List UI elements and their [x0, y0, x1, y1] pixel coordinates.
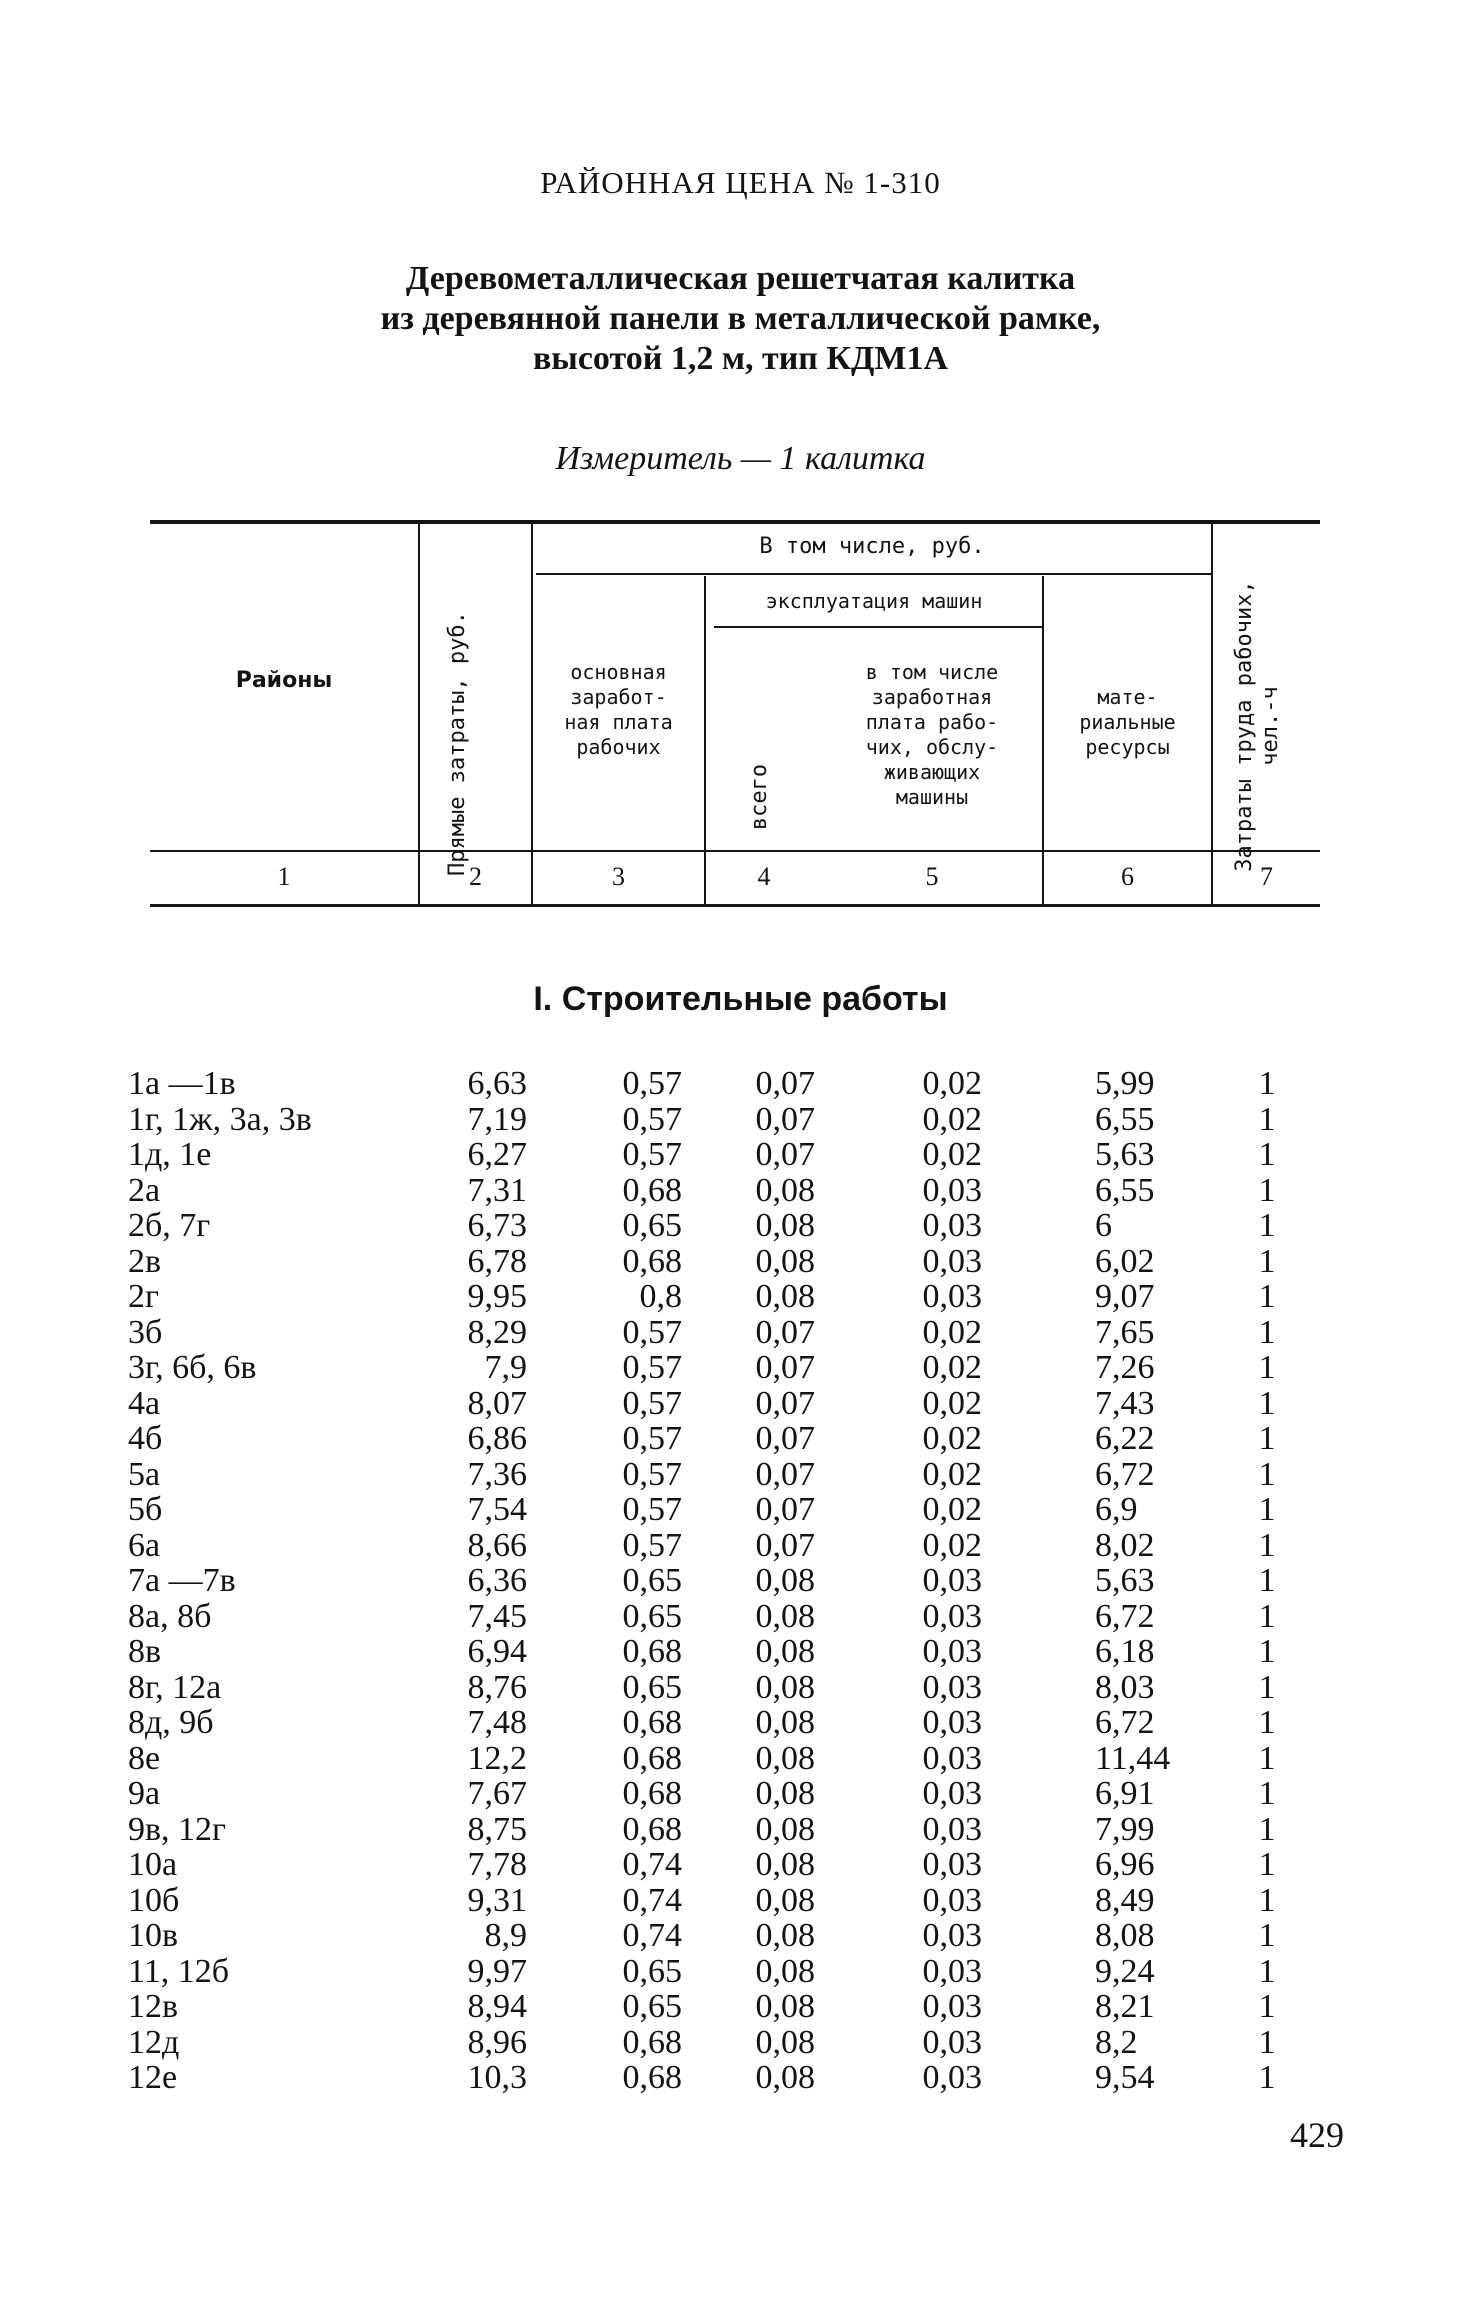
cell-materials: 11,44 [1095, 1739, 1171, 1777]
cell-region: 10а [128, 1846, 178, 1883]
header-materials [1044, 685, 1211, 760]
cell-direct-costs: 7,78 [467, 1846, 527, 1883]
cell-direct-costs: 7,54 [467, 1491, 527, 1528]
cell-region: 12е [128, 2059, 178, 2096]
cell-region: 2б, 7г [128, 1207, 211, 1244]
cell-labor: 1 [1258, 1739, 1276, 1777]
cell-direct-costs: 7,19 [467, 1100, 527, 1138]
cell-labor: 1 [1258, 2059, 1276, 2096]
cell-base-wage: 0,57 [622, 1313, 682, 1351]
cell-labor: 1 [1258, 1881, 1276, 1919]
cell-labor: 1 [1258, 1242, 1276, 1280]
column-number: 1 [277, 862, 291, 891]
cell-direct-costs: 10,3 [467, 2059, 527, 2096]
header-machine-wage-line: живающих [883, 760, 981, 784]
cell-direct-costs: 8,76 [467, 1668, 527, 1706]
cell-machines-total: 0,08 [755, 1704, 815, 1741]
cell-region: 3б [128, 1313, 163, 1351]
header-direct-costs: Прямые затраты, руб. [445, 611, 470, 876]
cell-materials: 6 [1095, 1207, 1112, 1244]
cell-machines-total: 0,08 [755, 1562, 815, 1599]
cell-machines-wage: 0,02 [922, 1313, 982, 1351]
table-row [0, 1989, 1481, 2025]
column-number: 4 [757, 862, 771, 891]
table-header-end-rule [150, 904, 1320, 907]
table-row [0, 1315, 1481, 1351]
cell-machines-wage: 0,02 [922, 1384, 982, 1422]
header-machine-wage-line: в том числе [865, 660, 999, 684]
table-top-rule [150, 520, 1320, 524]
table-row [0, 1066, 1481, 1102]
cell-machines-wage: 0,02 [922, 1100, 982, 1138]
cell-machines-wage: 0,03 [922, 1207, 982, 1244]
cell-base-wage: 0,57 [622, 1100, 682, 1138]
cell-machines-wage: 0,03 [922, 1171, 982, 1209]
cell-machines-wage: 0,02 [922, 1349, 982, 1386]
cell-region: 1д, 1е [128, 1136, 212, 1173]
cell-region: 12в [128, 1988, 179, 2025]
cell-machines-total: 0,07 [755, 1420, 815, 1457]
cell-materials: 8,21 [1095, 1988, 1155, 2025]
cell-base-wage: 0,68 [622, 1171, 682, 1209]
cell-region: 11, 12б [128, 1952, 230, 1990]
header-machines: эксплуатация машин [765, 589, 983, 613]
column-divider [704, 576, 706, 907]
cell-direct-costs: 7,31 [467, 1171, 527, 1209]
cell-direct-costs: 7,45 [467, 1597, 527, 1635]
cell-labor: 1 [1258, 1136, 1276, 1173]
cell-base-wage: 0,57 [622, 1065, 682, 1102]
cell-base-wage: 0,57 [622, 1455, 682, 1493]
column-number: 2 [469, 862, 482, 891]
cell-machines-wage: 0,03 [922, 1881, 982, 1919]
column-number: 3 [612, 862, 625, 891]
cell-labor: 1 [1258, 1171, 1276, 1209]
cell-materials: 6,55 [1095, 1100, 1155, 1138]
cell-direct-costs: 8,75 [467, 1810, 527, 1848]
cell-materials: 9,07 [1095, 1278, 1155, 1315]
cell-materials: 8,2 [1095, 2023, 1138, 2061]
cell-base-wage: 0,65 [622, 1988, 682, 2025]
section-title: I. Строительные работы [533, 980, 948, 1018]
cell-labor: 1 [1258, 1775, 1276, 1812]
cell-region: 2в [128, 1242, 162, 1280]
table-row [0, 1279, 1481, 1315]
cell-region: 7а —7в [128, 1562, 236, 1599]
table-row [0, 1350, 1481, 1386]
cell-region: 9а [128, 1775, 161, 1812]
cell-machines-total: 0,08 [755, 1597, 815, 1635]
cell-base-wage: 0,74 [622, 1881, 682, 1919]
cell-direct-costs: 8,29 [467, 1313, 527, 1351]
cell-labor: 1 [1258, 1420, 1276, 1457]
cell-region: 4а [128, 1384, 161, 1422]
cell-materials: 6,72 [1095, 1704, 1155, 1741]
cell-labor: 1 [1258, 1278, 1276, 1315]
cell-machines-wage: 0,03 [922, 1668, 982, 1706]
cell-base-wage: 0,65 [622, 1207, 682, 1244]
cell-machines-total: 0,07 [755, 1100, 815, 1138]
header-machine-wage-line: заработная [871, 685, 993, 709]
cell-region: 8д, 9б [128, 1704, 214, 1741]
cell-materials: 8,02 [1095, 1526, 1155, 1564]
cell-machines-total: 0,08 [755, 1775, 815, 1812]
cell-base-wage: 0,68 [622, 1633, 682, 1670]
header-machine-wage-line: чих, обслу- [865, 735, 999, 759]
cell-materials: 7,65 [1095, 1313, 1155, 1351]
cell-machines-wage: 0,03 [922, 1917, 982, 1954]
cell-machines-total: 0,07 [755, 1065, 815, 1102]
cell-region: 1а —1в [128, 1065, 236, 1102]
table-row [0, 1918, 1481, 1954]
cell-materials: 5,63 [1095, 1136, 1155, 1173]
cell-region: 12д [128, 2023, 180, 2061]
cell-direct-costs: 6,86 [467, 1420, 527, 1457]
cell-materials: 6,96 [1095, 1846, 1155, 1883]
cell-direct-costs: 6,94 [467, 1633, 527, 1670]
header-base-wage-line: ная плата [564, 710, 673, 734]
header-bottom-rule [150, 850, 1320, 852]
cell-machines-total: 0,08 [755, 1739, 815, 1777]
cell-materials: 6,55 [1095, 1171, 1155, 1209]
cell-region: 8а, 8б [128, 1597, 212, 1635]
cell-direct-costs: 8,94 [467, 1988, 527, 2025]
header-machine-wage-line: машины [895, 785, 969, 809]
table-row [0, 1386, 1481, 1422]
cell-labor: 1 [1258, 1384, 1276, 1422]
column-number: 6 [1121, 862, 1134, 891]
table-row [0, 1776, 1481, 1812]
cell-machines-total: 0,07 [755, 1313, 815, 1351]
cell-materials: 8,03 [1095, 1668, 1155, 1706]
header-base-wage [533, 660, 704, 760]
cell-base-wage: 0,65 [622, 1597, 682, 1635]
cell-materials: 6,72 [1095, 1597, 1155, 1635]
table-row [0, 1528, 1481, 1564]
cell-base-wage: 0,74 [622, 1917, 682, 1954]
cell-direct-costs: 7,36 [467, 1455, 527, 1493]
cell-machines-total: 0,07 [755, 1349, 815, 1386]
cell-machines-total: 0,07 [755, 1384, 815, 1422]
cell-base-wage: 0,68 [622, 1810, 682, 1848]
cell-machines-wage: 0,03 [922, 1242, 982, 1280]
cell-machines-total: 0,08 [755, 1952, 815, 1990]
table-row [0, 1847, 1481, 1883]
cell-region: 5а [128, 1455, 161, 1493]
table-row [0, 1563, 1481, 1599]
cell-materials: 6,22 [1095, 1420, 1155, 1457]
header-machine-wage [822, 660, 1042, 810]
page-number: 429 [1290, 2115, 1344, 2155]
cell-machines-total: 0,08 [755, 1171, 815, 1209]
price-heading: РАЙОННАЯ ЦЕНА № 1-310 [540, 165, 941, 200]
cell-machines-wage: 0,03 [922, 2059, 982, 2096]
column-number: 5 [925, 862, 939, 891]
header-materials-line: мате- [1097, 685, 1158, 709]
cell-base-wage: 0,65 [622, 1562, 682, 1599]
cell-materials: 9,54 [1095, 2059, 1155, 2096]
cell-machines-total: 0,07 [755, 1526, 815, 1564]
cell-machines-wage: 0,03 [922, 1988, 982, 2025]
cell-region: 10б [128, 1881, 180, 1919]
cell-direct-costs: 6,78 [467, 1242, 527, 1280]
cell-machines-total: 0,08 [755, 1988, 815, 2025]
cell-labor: 1 [1258, 1065, 1276, 1102]
cell-base-wage: 0,57 [622, 1136, 682, 1173]
table-row [0, 1421, 1481, 1457]
cell-materials: 6,9 [1095, 1491, 1138, 1528]
cell-machines-wage: 0,03 [922, 1810, 982, 1848]
header-labor: Затраты труда рабочих, чел.-ч [1232, 580, 1283, 872]
cell-labor: 1 [1258, 1207, 1276, 1244]
cell-labor: 1 [1258, 1491, 1276, 1528]
cell-machines-wage: 0,02 [922, 1455, 982, 1493]
cell-region: 8в [128, 1633, 162, 1670]
header-base-wage-line: заработ- [570, 685, 667, 709]
cell-labor: 1 [1258, 1952, 1276, 1990]
cell-machines-total: 0,08 [755, 1633, 815, 1670]
cell-base-wage: 0,57 [622, 1420, 682, 1457]
cell-base-wage: 0,68 [622, 2059, 682, 2096]
cell-region: 3г, 6б, 6в [128, 1349, 257, 1386]
cell-direct-costs: 6,63 [467, 1065, 527, 1102]
cell-direct-costs: 9,31 [467, 1881, 527, 1919]
cell-base-wage: 0,68 [622, 1775, 682, 1812]
cell-direct-costs: 9,95 [467, 1278, 527, 1315]
cell-machines-total: 0,08 [755, 1242, 815, 1280]
cell-machines-wage: 0,03 [922, 1633, 982, 1670]
column-divider [418, 524, 420, 907]
cell-machines-total: 0,08 [755, 1668, 815, 1706]
cell-machines-wage: 0,03 [922, 1739, 982, 1777]
cell-region: 4б [128, 1420, 163, 1457]
cell-machines-wage: 0,03 [922, 1775, 982, 1812]
cell-machines-total: 0,08 [755, 2059, 815, 2096]
cell-machines-total: 0,07 [755, 1455, 815, 1493]
table-row [0, 1954, 1481, 1990]
cell-materials: 9,24 [1095, 1952, 1155, 1990]
cell-direct-costs: 8,07 [467, 1384, 527, 1422]
cell-base-wage: 0,68 [622, 1704, 682, 1741]
table-row [0, 1670, 1481, 1706]
cell-direct-costs: 8,9 [484, 1917, 527, 1954]
cell-base-wage: 0,8 [639, 1278, 682, 1315]
cell-materials: 5,99 [1095, 1065, 1155, 1102]
cell-labor: 1 [1258, 1633, 1276, 1670]
cell-labor: 1 [1258, 1988, 1276, 2025]
cell-base-wage: 0,57 [622, 1384, 682, 1422]
title-line: из деревянной панели в металлической рамке, [380, 300, 1101, 337]
title-line: высотой 1,2 м, тип КДМ1А [532, 340, 949, 377]
cell-machines-wage: 0,02 [922, 1420, 982, 1457]
cell-machines-total: 0,08 [755, 1881, 815, 1919]
cell-base-wage: 0,68 [622, 1242, 682, 1280]
cell-machines-wage: 0,03 [922, 1704, 982, 1741]
cell-direct-costs: 8,96 [467, 2023, 527, 2061]
cell-base-wage: 0,65 [622, 1668, 682, 1706]
header-materials-line: ресурсы [1085, 735, 1170, 759]
cell-labor: 1 [1258, 1526, 1276, 1564]
cell-direct-costs: 6,36 [467, 1562, 527, 1599]
cell-machines-total: 0,07 [755, 1491, 815, 1528]
header-divider [714, 626, 1044, 628]
cell-materials: 8,49 [1095, 1881, 1155, 1919]
cell-materials: 7,99 [1095, 1810, 1155, 1848]
header-divider [536, 573, 1212, 575]
column-divider [1211, 524, 1213, 907]
table-row [0, 1102, 1481, 1138]
table-row [0, 1812, 1481, 1848]
column-number: 7 [1260, 862, 1273, 891]
cell-base-wage: 0,57 [622, 1491, 682, 1528]
cell-materials: 7,43 [1095, 1384, 1155, 1422]
cell-labor: 1 [1258, 1349, 1276, 1386]
cell-materials: 6,91 [1095, 1775, 1155, 1812]
cell-machines-wage: 0,03 [922, 2023, 982, 2061]
cell-region: 1г, 1ж, 3а, 3в [128, 1100, 312, 1138]
header-including: В том числе, руб. [759, 534, 985, 559]
cell-materials: 7,26 [1095, 1349, 1155, 1386]
cell-labor: 1 [1258, 1562, 1276, 1599]
cell-base-wage: 0,57 [622, 1526, 682, 1564]
cell-labor: 1 [1258, 1313, 1276, 1351]
cell-machines-wage: 0,03 [922, 1952, 982, 1990]
table-row [0, 1741, 1481, 1777]
header-machine-wage-line: плата рабо- [865, 710, 999, 734]
cell-region: 10в [128, 1917, 179, 1954]
cell-region: 9в, 12г [128, 1810, 226, 1848]
table-row [0, 2025, 1481, 2061]
cell-machines-total: 0,08 [755, 1207, 815, 1244]
cell-direct-costs: 9,97 [467, 1952, 527, 1990]
header-base-wage-line: рабочих [576, 735, 661, 759]
cell-machines-wage: 0,03 [922, 1597, 982, 1635]
cell-machines-wage: 0,02 [922, 1136, 982, 1173]
cell-region: 2а [128, 1171, 161, 1209]
cell-machines-total: 0,08 [755, 1917, 815, 1954]
cell-direct-costs: 7,48 [467, 1704, 527, 1741]
table-row [0, 1173, 1481, 1209]
table-row [0, 1492, 1481, 1528]
cell-direct-costs: 6,73 [467, 1207, 527, 1244]
table-row [0, 1457, 1481, 1493]
table-row [0, 1634, 1481, 1670]
cell-base-wage: 0,57 [622, 1349, 682, 1386]
cell-machines-wage: 0,02 [922, 1491, 982, 1528]
measure-unit: Измеритель — 1 калитка [555, 440, 926, 477]
cell-region: 5б [128, 1491, 163, 1528]
table-row [0, 1599, 1481, 1635]
cell-machines-total: 0,08 [755, 1846, 815, 1883]
header-materials-line: риальные [1079, 710, 1176, 734]
cell-direct-costs: 6,27 [467, 1136, 527, 1173]
header-regions: Районы [235, 668, 333, 693]
cell-labor: 1 [1258, 1668, 1276, 1706]
cell-machines-total: 0,08 [755, 1810, 815, 1848]
cell-base-wage: 0,74 [622, 1846, 682, 1883]
cell-direct-costs: 7,67 [467, 1775, 527, 1812]
cell-machines-wage: 0,02 [922, 1065, 982, 1102]
price-table-body [0, 1066, 1481, 2096]
cell-labor: 1 [1258, 1455, 1276, 1493]
cell-labor: 1 [1258, 1704, 1276, 1741]
cell-labor: 1 [1258, 1100, 1276, 1138]
cell-materials: 5,63 [1095, 1562, 1155, 1599]
cell-labor: 1 [1258, 2023, 1276, 2061]
cell-base-wage: 0,65 [622, 1952, 682, 1990]
cell-machines-wage: 0,03 [922, 1562, 982, 1599]
cell-materials: 6,02 [1095, 1242, 1155, 1280]
cell-machines-total: 0,07 [755, 1136, 815, 1173]
table-row [0, 1705, 1481, 1741]
cell-materials: 6,72 [1095, 1455, 1155, 1493]
cell-machines-wage: 0,03 [922, 1846, 982, 1883]
cell-direct-costs: 12,2 [467, 1739, 527, 1777]
cell-labor: 1 [1258, 1597, 1276, 1635]
table-row [0, 1208, 1481, 1244]
cell-machines-total: 0,08 [755, 1278, 815, 1315]
cell-region: 6а [128, 1526, 161, 1564]
table-row [0, 1883, 1481, 1919]
table-row [0, 2060, 1481, 2096]
title-line: Деревометаллическая решетчатая калитка [405, 260, 1076, 297]
cell-base-wage: 0,68 [622, 2023, 682, 2061]
cell-materials: 8,08 [1095, 1917, 1155, 1954]
cell-labor: 1 [1258, 1846, 1276, 1883]
cell-base-wage: 0,68 [622, 1739, 682, 1777]
cell-region: 2г [128, 1278, 159, 1315]
cell-labor: 1 [1258, 1810, 1276, 1848]
cell-region: 8г, 12а [128, 1668, 222, 1706]
header-base-wage-line: основная [570, 660, 667, 684]
cell-region: 8е [128, 1739, 161, 1777]
cell-machines-wage: 0,03 [922, 1278, 982, 1315]
table-row [0, 1137, 1481, 1173]
cell-materials: 6,18 [1095, 1633, 1155, 1670]
cell-direct-costs: 7,9 [484, 1349, 527, 1386]
cell-labor: 1 [1258, 1917, 1276, 1954]
cell-machines-total: 0,08 [755, 2023, 815, 2061]
cell-direct-costs: 8,66 [467, 1526, 527, 1564]
table-header [0, 0, 1481, 920]
table-row [0, 1244, 1481, 1280]
header-machines-total: всего [747, 763, 772, 831]
cell-machines-wage: 0,02 [922, 1526, 982, 1564]
